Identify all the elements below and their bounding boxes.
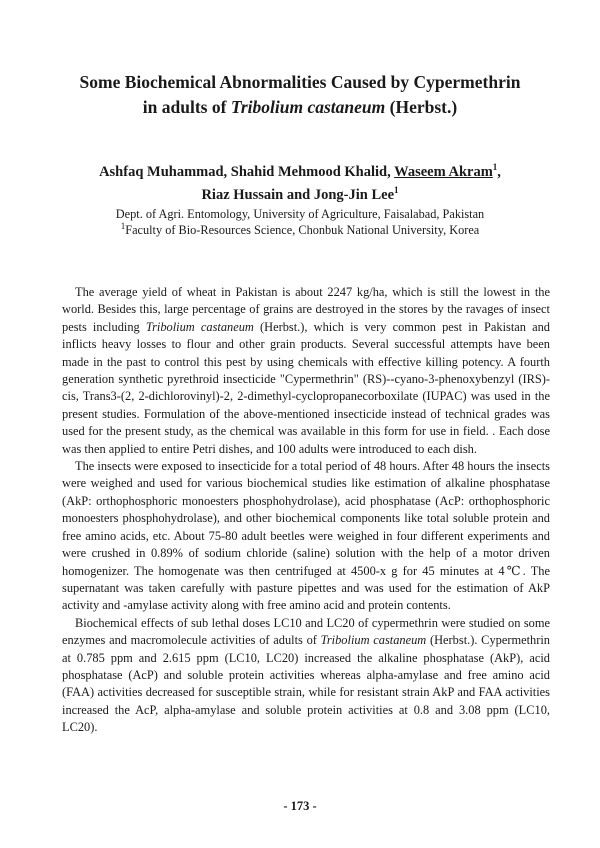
authors-line-2: [40, 186, 560, 204]
page-number: - 173 -: [283, 799, 317, 813]
authors-line-1: [40, 163, 560, 181]
paragraph-2: The insects were exposed to insecticide for a total period of 48 hours. After 48 hours the insects were weighed and used for various biochemical studies like estimation of alkaline phosphatase (AkP: orthophosphoric monoesters phosphohydrolase), acid phosphatase (AcP: orthophosphoric monoesters phosphohydrolase), and other biochemical components like total soluble protein and free amino acids, etc. About 75-80 adult beetles were weighed in four different experiments and were crushed in 0.89% of sodium chloride (saline) solution with the help of a motor driven homogenizer. The homogenate was then centrifuged at 4500-x g for 45 minutes at 4℃. The supernatant was taken carefully with pasture pipettes and was used for the estimation of AkP activity and -amylase activity along with free amino acid and protein contents.: [62, 459, 550, 613]
author-names: Riaz Hussain and Jong-Jin Lee: [201, 187, 395, 203]
title-text: in adults of: [142, 97, 231, 117]
species-name: Tribolium castaneum: [320, 633, 427, 648]
affiliation-text: Faculty of Bio-Resources Science, Chonbuk National University, Korea: [125, 223, 480, 237]
corresponding-author: Waseem Akram: [394, 164, 493, 180]
affiliation-marker: 1: [492, 162, 498, 173]
title-species: Tribolium castaneum: [230, 97, 386, 117]
species-name: Tribolium castaneum: [145, 319, 254, 334]
title-line-2: [40, 96, 560, 118]
paragraph-text: (Herbst.), which is very common pest in Pakistan and inflicts heavy losses to flour and other grain products. Several successful attempts have been made in the past to control this pest by using chemicals with effective killing potency. A fourth generation synthetic pyrethroid insecticide "Cypermethrin" (RS)--cyano-3-phenoxybenzyl (IRS)-cis, Trans3-(2, 2-dichlorovinyl)-2, 2-dimethyl-cyclopropanecorboxilate (IUPAC) was used in the present studies. Formulation of the above-mentioned insecticide instead of technical grades was used for the present study, as the chemical was available in this form for use in field. . Each dose was then applied to entire Petri dishes, and 100 adults were introduced to each dish.: [62, 319, 551, 456]
paragraph-1: [62, 284, 550, 458]
affiliation-marker: 1: [394, 185, 399, 196]
affiliation-1: Dept. of Agri. Entomology, University of Agriculture, Faisalabad, Pakistan: [115, 207, 485, 221]
paragraph-text: The average yield of wheat in Pakistan is about 2247 kg/ha, which is still the lowest in the world. Besides this, large percentage of grains are destroyed in the stores by the ravages of insect pests including: [62, 285, 550, 334]
affiliation-marker: 1: [120, 220, 126, 231]
title-author-citation: (Herbst.): [385, 97, 458, 117]
paragraph-3: [62, 615, 550, 737]
affiliation-2: [40, 222, 560, 238]
author-separator: ,: [497, 164, 501, 180]
paragraph-text: (Herbst.). Cypermethrin at 0.785 ppm and 2.615 ppm (LC10, LC20) increased the alkaline phosphatase (AkP), acid phosphatase (AcP) and soluble protein activities whereas alpha-amylase and free amino acid (FAA) activities decreased for susceptible strain, while for resistant strain AkP and FAA activities increased the AcP, alpha-amylase and soluble protein activities at 0.8 and 3.08 ppm (LC10, LC20).: [62, 633, 550, 735]
title-line-1: Some Biochemical Abnormalities Caused by Cypermethrin: [79, 72, 521, 92]
paragraph-text: Biochemical effects of sub lethal doses LC10 and LC20 of cypermethrin were studied on some enzymes and macromolecule activities of adults of: [62, 615, 550, 648]
abstract-body: [62, 284, 550, 737]
author-names: Ashfaq Muhammad, Shahid Mehmood Khalid,: [99, 164, 395, 180]
